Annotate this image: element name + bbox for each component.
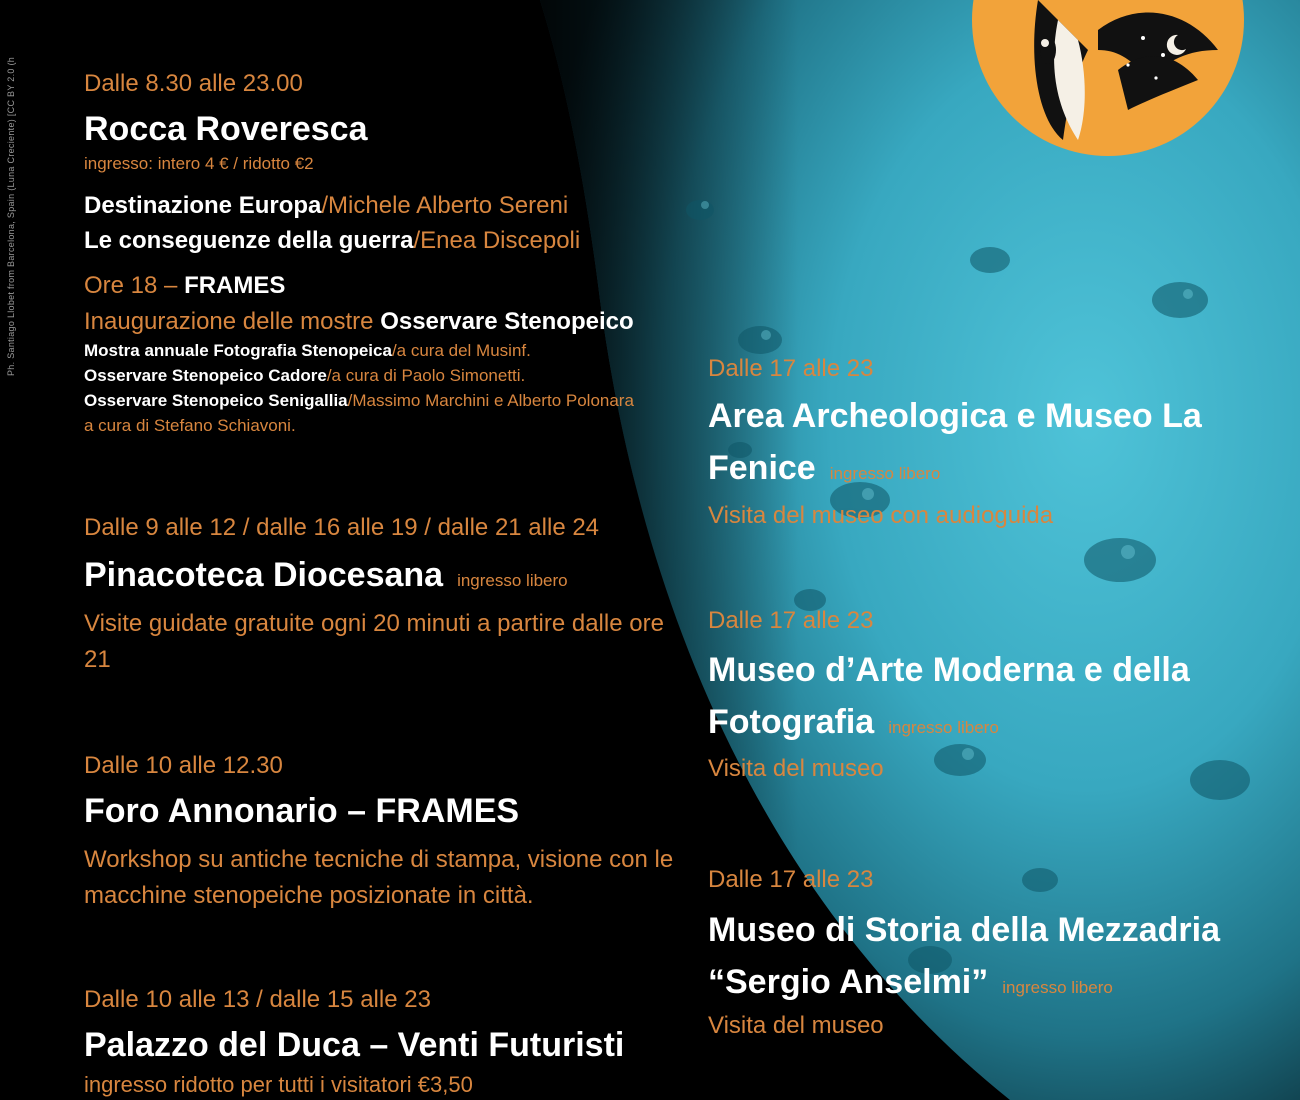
area-note: ingresso libero <box>829 464 941 483</box>
area-time: Dalle 17 alle 23 <box>708 355 874 382</box>
exhibit-item: Mostra annuale Fotografia Stenopeica/a cura del Musinf. <box>84 341 531 360</box>
pinacoteca-time: Dalle 9 alle 12 / dalle 16 alle 19 / dalle 21 alle 24 <box>84 514 600 541</box>
museo-arte-venue: Museo d’Arte Moderna e della Fotografia ingresso libero <box>708 651 1190 741</box>
foro-venue: Foro Annonario – FRAMES <box>84 792 520 830</box>
pinacoteca-note: ingresso libero <box>457 571 568 590</box>
area-desc: Visita del museo con audioguida <box>708 502 1054 529</box>
mezzadria-note: ingresso libero <box>1002 978 1113 997</box>
museo-arte-time: Dalle 17 alle 23 <box>708 607 874 634</box>
pinacoteca-desc: Visite guidate gratuite ogni 20 minuti a partire dalle ore 21 <box>84 610 664 673</box>
mezzadria-time: Dalle 17 alle 23 <box>708 866 874 893</box>
exhibit-item: Osservare Stenopeico Cadore/a cura di Paolo Simonetti. <box>84 366 526 385</box>
photo-credit: Ph. Santiago Llobet from Barcelona, Spain (Luna Creciente) [CC BY 2.0 (h <box>6 56 16 376</box>
foro-desc: Workshop su antiche tecniche di stampa, visione con le macchine stenopeiche posizionate in città. <box>84 846 674 909</box>
museo-arte-note: ingresso libero <box>888 718 999 737</box>
rocca-item: Destinazione Europa/Michele Alberto Sereni <box>84 192 569 219</box>
mezzadria-venue: Museo di Storia della Mezzadria “Sergio Anselmi” ingresso libero <box>708 911 1221 1001</box>
palazzo-time: Dalle 10 alle 13 / dalle 15 alle 23 <box>84 986 431 1013</box>
exhibit-curator: a cura di Stefano Schiavoni. <box>84 416 296 435</box>
foro-time: Dalle 10 alle 12.30 <box>84 752 283 779</box>
palazzo-venue: Palazzo del Duca – Venti Futuristi <box>84 1026 625 1064</box>
inaugurazione-line: Inaugurazione delle mostre Osservare Stenopeico <box>84 308 634 335</box>
rocca-time: Dalle 8.30 alle 23.00 <box>84 70 303 97</box>
rocca-venue: Rocca Roveresca <box>84 110 368 148</box>
palazzo-note: ingresso ridotto per tutti i visitatori €3,50 <box>84 1072 473 1097</box>
museo-arte-desc: Visita del museo <box>708 755 884 782</box>
rocca-price: ingresso: intero 4 € / ridotto €2 <box>84 154 314 173</box>
owl-logo-icon <box>968 0 1258 160</box>
rocca-item: Le conseguenze della guerra/Enea Discepoli <box>84 227 581 254</box>
mezzadria-desc: Visita del museo <box>708 1012 884 1039</box>
exhibit-item: Osservare Stenopeico Senigallia/Massimo Marchini e Alberto Polonara <box>84 391 634 410</box>
frames-line: Ore 18 – FRAMES <box>84 272 286 299</box>
pinacoteca-venue: Pinacoteca Diocesana ingresso libero <box>84 556 568 594</box>
area-venue: Area Archeologica e Museo La Fenice ingresso libero <box>708 397 1202 487</box>
